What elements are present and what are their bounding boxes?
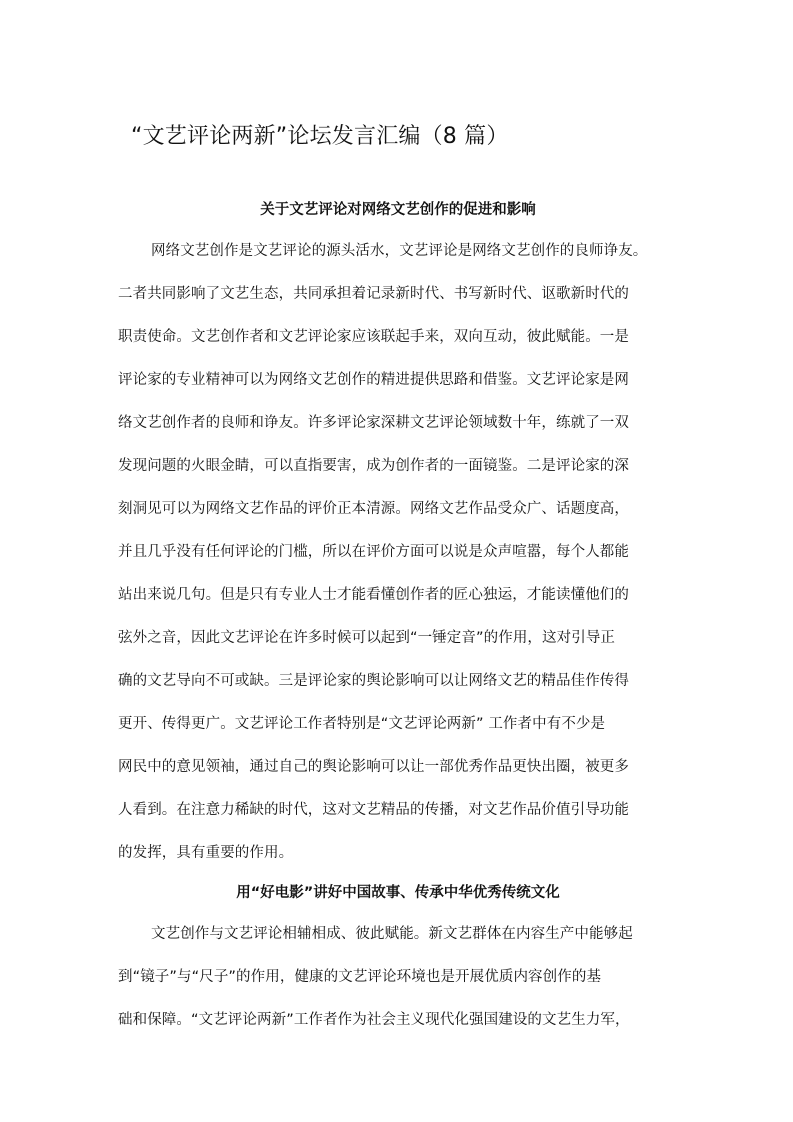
paragraph-line: 刻洞见可以为网络文艺作品的评价正本清源。网络文艺作品受众广、话题度高， (118, 501, 629, 517)
paragraph-line: 网络文艺创作是文艺评论的源头活水，文艺评论是网络文艺创作的良师诤友。 (151, 243, 648, 259)
document-title: “文艺评论两新”论坛发言汇编（8 篇） (131, 124, 509, 149)
paragraph-line: 础和保障。“文艺评论两新”工作者作为社会主义现代化强国建设的文艺生力军， (118, 1012, 630, 1028)
paragraph-line: 评论家的专业精神可以为网络文艺创作的精进提供思路和借鉴。文艺评论家是网 (118, 372, 629, 388)
section-heading: 关于文艺评论对网络文艺创作的促进和影响 (260, 202, 536, 218)
paragraph-line: 站出来说几句。但是只有专业人士才能看懂创作者的匠心独运，才能读懂他们的 (118, 587, 629, 603)
paragraph-line: 发现问题的火眼金睛，可以直指要害，成为创作者的一面镜鉴。二是评论家的深 (118, 458, 629, 474)
paragraph-line: 二者共同影响了文艺生态，共同承担着记录新时代、书写新时代、讴歌新时代的 (118, 286, 629, 302)
paragraph-line: 络文艺创作者的良师和诤友。许多评论家深耕文艺评论领域数十年，练就了一双 (118, 415, 629, 431)
paragraph-line: 到“镜子”与“尺子”的作用，健康的文艺评论环境也是开展优质内容创作的基 (118, 969, 602, 985)
paragraph-line: 的发挥，具有重要的作用。 (118, 845, 294, 861)
section-heading: 用“好电影”讲好中国故事、传承中华优秀传统文化 (236, 885, 560, 901)
paragraph-line: 弦外之音，因此文艺评论在许多时候可以起到“一锤定音”的作用，这对引导正 (118, 630, 616, 646)
paragraph-line: 更开、传得更广。文艺评论工作者特别是“文艺评论两新” 工作者中有不少是 (118, 716, 606, 732)
paragraph-line: 人看到。在注意力稀缺的时代，这对文艺精品的传播，对文艺作品价值引导功能 (118, 802, 629, 818)
paragraph-line: 网民中的意见领袖，通过自己的舆论影响可以让一部优秀作品更快出圈，被更多 (118, 759, 629, 775)
paragraph-line: 文艺创作与文艺评论相辅相成、彼此赋能。新文艺群体在内容生产中能够起 (151, 926, 633, 942)
paragraph-line: 并且几乎没有任何评论的门槛，所以在评价方面可以说是众声喧嚣，每个人都能 (118, 544, 629, 560)
paragraph-line: 职责使命。文艺创作者和文艺评论家应该联起手来，双向互动，彼此赋能。一是 (118, 329, 629, 345)
paragraph-line: 确的文艺导向不可或缺。三是评论家的舆论影响可以让网络文艺的精品佳作传得 (118, 673, 629, 689)
